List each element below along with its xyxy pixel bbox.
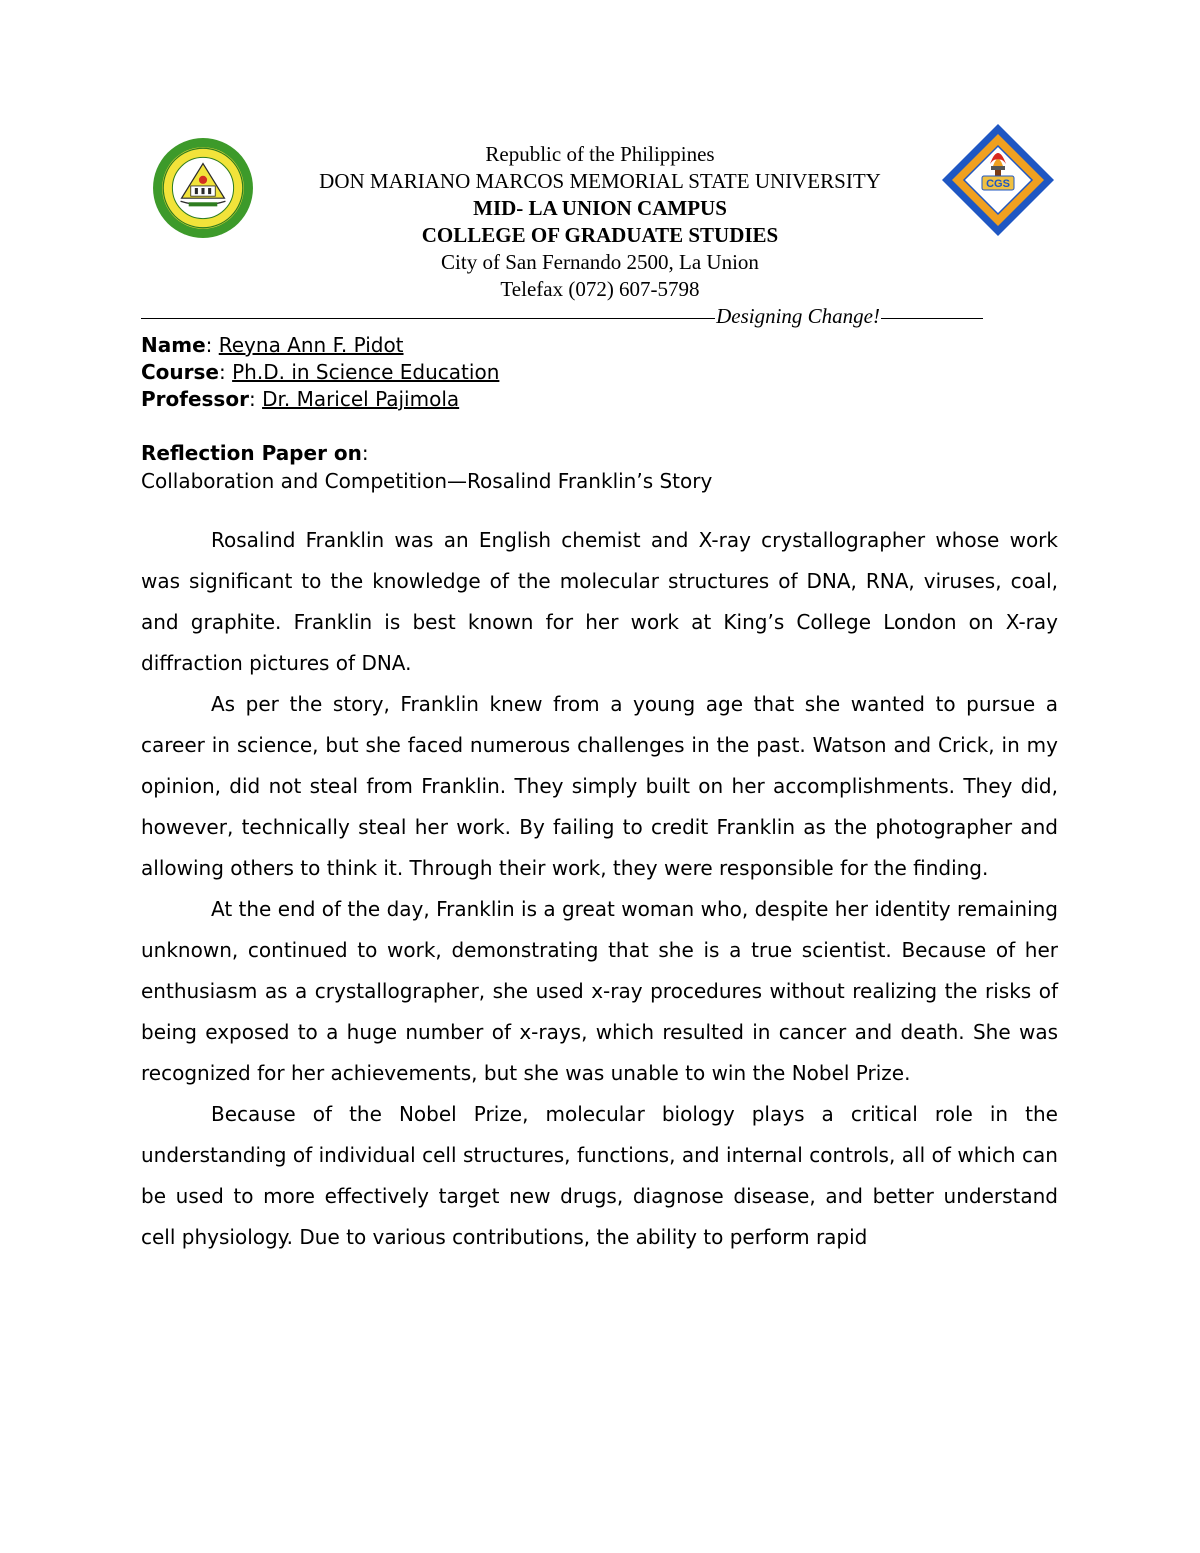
reflection-title: Collaboration and Competition—Rosalind Franklin’s Story	[141, 469, 713, 493]
cgs-logo-text: CGS	[986, 178, 1010, 190]
cgs-torch-logo-icon	[938, 120, 1058, 240]
letterhead-tagline-row	[141, 303, 983, 330]
course-value: Ph.D. in Science Education	[232, 360, 500, 384]
paragraph: Because of the Nobel Prize, molecular biology plays a critical role in the understanding of individual cell structures, functions, and internal controls, all of which can be used to more effectively target new drugs, diagnose disease, and better understand cell physiology. Due to various contributions, the ability to perform rapid	[141, 1102, 1058, 1249]
reflection-heading: Reflection Paper on:	[141, 441, 369, 465]
reflection-label: Reflection Paper on	[141, 441, 362, 465]
divider	[881, 318, 983, 319]
letterhead-address: City of San Fernando 2500, La Union	[441, 250, 759, 274]
letterhead-campus: MID- LA UNION CAMPUS	[473, 196, 727, 220]
name-label: Name	[141, 333, 206, 357]
letterhead-telefax: Telefax (072) 607-5798	[500, 277, 700, 301]
name-value: Reyna Ann F. Pidot	[218, 333, 404, 357]
course-label: Course	[141, 360, 219, 384]
professor-value: Dr. Maricel Pajimola	[262, 387, 460, 411]
letterhead-tagline: Designing Change!	[716, 304, 880, 328]
letterhead-republic: Republic of the Philippines	[485, 142, 715, 166]
university-seal-icon	[152, 137, 254, 239]
essay-body	[141, 520, 1058, 1258]
paragraph: As per the story, Franklin knew from a young age that she wanted to pursue a career in science, but she faced numerous challenges in the past. Watson and Crick, in my opinion, did not steal from Franklin. They simply built on her accomplishments. They did, however, technically steal her work. By failing to credit Franklin as the photographer and allowing others to think it. Through their work, they were responsible for the finding.	[141, 692, 1058, 880]
divider	[141, 318, 715, 319]
course-field: Course: Ph.D. in Science Education	[141, 360, 500, 384]
name-field: Name: Reyna Ann F. Pidot	[141, 333, 404, 357]
letterhead-university-name: DON MARIANO MARCOS MEMORIAL STATE UNIVERSITY	[319, 169, 881, 193]
professor-field: Professor: Dr. Maricel Pajimola	[141, 387, 460, 411]
paragraph: At the end of the day, Franklin is a great woman who, despite her identity remaining unknown, continued to work, demonstrating that she is a true scientist. Because of her enthusiasm as a crystallographer, she used x-ray procedures without realizing the risks of being exposed to a huge number of x-rays, which resulted in cancer and death. She was recognized for her achievements, but she was unable to win the Nobel Prize.	[141, 897, 1058, 1085]
paragraph: Rosalind Franklin was an English chemist and X-ray crystallographer whose work was significant to the knowledge of the molecular structures of DNA, RNA, viruses, coal, and graphite. Franklin is best known for her work at King’s College London on X-ray diffraction pictures of DNA.	[141, 528, 1058, 675]
letterhead-college: COLLEGE OF GRADUATE STUDIES	[421, 223, 779, 247]
professor-label: Professor	[141, 387, 249, 411]
